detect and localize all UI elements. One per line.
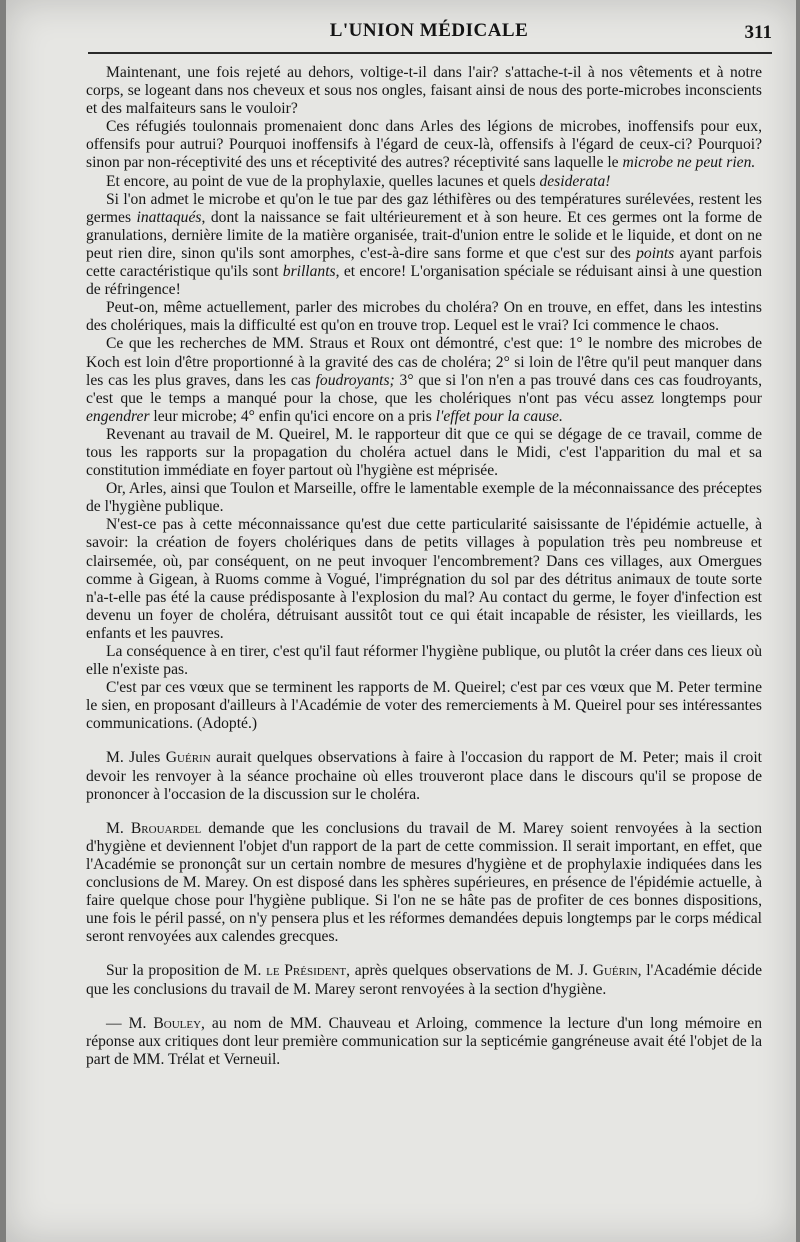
italic-text: points [636, 244, 675, 262]
text-run: Peut-on, même actuellement, parler des microbes du choléra? On en trouve, en effet, dans les intestins des cholériques, mais la difficulté est qu'on en trouve trop. Lequel est le vrai? Ici commence le chaos. [86, 299, 762, 335]
text-run: M. [106, 819, 131, 837]
text-run: M. Jules [106, 749, 166, 767]
text-run: — M. [106, 1014, 154, 1032]
paragraph [86, 335, 762, 425]
small-caps-name: Bouley [153, 1014, 202, 1032]
text-run: La conséquence à en tirer, c'est qu'il faut réformer l'hygiène publique, ou plutôt la créer dans ces lieux où elle n'existe pas. [86, 643, 762, 679]
text-run: Or, Arles, ainsi que Toulon et Marseille, offre le lamentable exemple de la méconnaissance des préceptes de l'hygiène publique. [86, 480, 762, 516]
text-run: Sur la proposition de M. [106, 962, 267, 980]
text-run: , et encore! L'organisation spéciale se réduisant ainsi à une question de réfringence! [86, 263, 762, 299]
running-title: L'UNION MÉDICALE [329, 20, 529, 41]
small-caps-name: Guérin [592, 962, 638, 980]
paragraph [86, 299, 762, 335]
paragraph [86, 962, 762, 998]
text-run: Revenant au travail de M. Queirel, M. le rapporteur dit que ce qui se dégage de ce travail, comme de tous les rapports sur la propagation du choléra actuel dans le Midi, c'est l'apparition du mal et sa constitution immédiate en foyer partout où l'hygiène est méprisée. [86, 425, 762, 480]
text-run: Ces réfugiés toulonnais promenaient donc dans Arles des légions de microbes, inoffensifs pour eux, offensifs pour autrui? Pourquoi inoffensifs à l'égard de ceux-là, offensifs à l'égard de ceux-ci? Pourquoi? sinon par non-réceptivité des uns et réceptivité des autres? réceptivité sans laquelle le [86, 118, 762, 172]
header-rule [88, 52, 772, 54]
italic-text: foudroyants; [315, 371, 395, 389]
italic-text: desiderata! [539, 172, 611, 190]
italic-text: microbe ne peut rien. [622, 154, 756, 172]
paragraph [86, 64, 762, 118]
text-run: Maintenant, une fois rejeté au dehors, voltige-t-il dans l'air? s'attache-t-il à nos vêtements et à notre corps, se logeant dans nos cheveux et sous nos ongles, faisant ainsi de nous des porte-microbes inconscients et des malfaiteurs sans le vouloir? [86, 64, 762, 118]
text-run: ayant parfois cette caractéristique qu'ils sont [86, 244, 762, 281]
paragraph [86, 191, 762, 300]
text-run: , dont la naissance se fait ultérieurement et à son heure. Et ces germes ont la forme de granulations, dernière limite de la matière organisée, trait-d'union entre le solide et le liquide, et dont on ne peut rien dire, sinon qu'ils sont amorphes, c'est-à-dire sans forme et que c'est sur des [86, 208, 762, 262]
text-run: leur microbe; 4° enfin qu'ici encore on a pris [149, 407, 436, 425]
text-run: N'est-ce pas à cette méconnaissance qu'est due cette particularité saisissante de l'épidémie actuelle, à savoir: la création de foyers cholériques dans de petits villages à population très peu nombreuse et clairsemée, où, par conséquent, on ne peut invoquer l'encombrement? Dans ces villages, aux Omergues comme à Gigean, à Ruoms comme à Vogué, l'imprégnation du sol par des détritus animaux de toute sorte n'a-t-elle pas été la cause prédisposante à l'explosion du mal? Au contact du germe, le foyer d'infection est devenu un foyer de choléra, détruisant aussitôt tout ce qui était incapable de résister, les vieillards, les enfants et les pauvres. [86, 516, 762, 642]
paragraph [86, 480, 762, 516]
paragraph [86, 516, 762, 643]
text-run: , après quelques observations de M. J. [346, 962, 593, 980]
text-run: Et encore, au point de vue de la prophylaxie, quelles lacunes et quels [106, 172, 540, 190]
page [6, 0, 796, 1242]
page-header [86, 18, 772, 48]
page-number: 311 [744, 22, 772, 43]
small-caps-name: Brouardel [130, 819, 202, 837]
article-body [86, 64, 762, 1069]
text-run: , au nom de MM. Chauveau et Arloing, commence la lecture d'un long mémoire en réponse aux critiques dont leur première communication sur la septicémie gangréneuse avait été l'objet de la part de MM. Trélat et Verneuil. [86, 1014, 762, 1068]
italic-text: l'effet pour la cause. [435, 407, 563, 425]
text-run: , l'Académie décide que les conclusions du travail de M. Marey seront renvoyées à la section d'hygiène. [86, 962, 762, 998]
paragraph [86, 426, 762, 480]
small-caps-name: le Président [266, 962, 347, 980]
text-run: demande que les conclusions du travail de M. Marey soient renvoyées à la section d'hygiène et deviennent l'objet d'un rapport de la part de cette commission. Il serait important, en effet, que l'Académie se prononçât sur un certain nombre de mesures d'hygiène et de prophylaxie indiquées dans les conclusions de M. Marey. On est disposé dans les sphères supérieures, en présence de l'épidémie actuelle, à faire quelque chose pour l'hygiène publique. Si l'on ne se hâte pas de profiter de ces bonnes dispositions, une fois le péril passé, on n'y pensera plus et les réformes demandées depuis longtemps par le corps médical seront renvoyées aux calendes grecques. [86, 819, 762, 946]
paragraph [86, 820, 762, 947]
text-run: C'est par ces vœux que se terminent les rapports de M. Queirel; c'est par ces vœux que M. Peter termine le sien, en proposant d'ailleurs à l'Académie de voter des remerciements à M. Queirel pour ses intéressantes communications. (Adopté.) [86, 679, 762, 733]
text-run: aurait quelques observations à faire à l'occasion du rapport de M. Peter; mais il croit devoir les renvoyer à la séance prochaine où elles trouveront place dans le discours qu'il se propose de prononcer à l'occasion de la discussion sur le choléra. [86, 749, 762, 803]
italic-text: brillants [282, 263, 336, 281]
text-run: Si l'on admet le microbe et qu'on le tue par des gaz léthifères ou des températures surélevées, restent les germes [86, 190, 762, 226]
paragraph [86, 173, 762, 191]
paragraph [86, 1015, 762, 1069]
paragraph [86, 118, 762, 172]
italic-text: engendrer [86, 407, 150, 425]
paragraph [86, 643, 762, 679]
small-caps-name: Guérin [165, 749, 211, 767]
italic-text: inattaqués [136, 208, 202, 226]
text-run: Ce que les recherches de MM. Straus et Roux ont démontré, c'est que: 1° le nombre des microbes de Koch est loin d'être proportionné à la gravité des cas de choléra; 2° si loin de l'être qu'il peut manquer dans les cas les plus graves, dans les cas [86, 335, 762, 389]
text-run: 3° que si l'on n'en a pas trouvé dans ces cas foudroyants, c'est que le temps a manqué pour la chose, que les cholériques n'ont pas vécu assez longtemps pour [86, 371, 762, 407]
paragraph [86, 679, 762, 733]
paragraph [86, 749, 762, 803]
